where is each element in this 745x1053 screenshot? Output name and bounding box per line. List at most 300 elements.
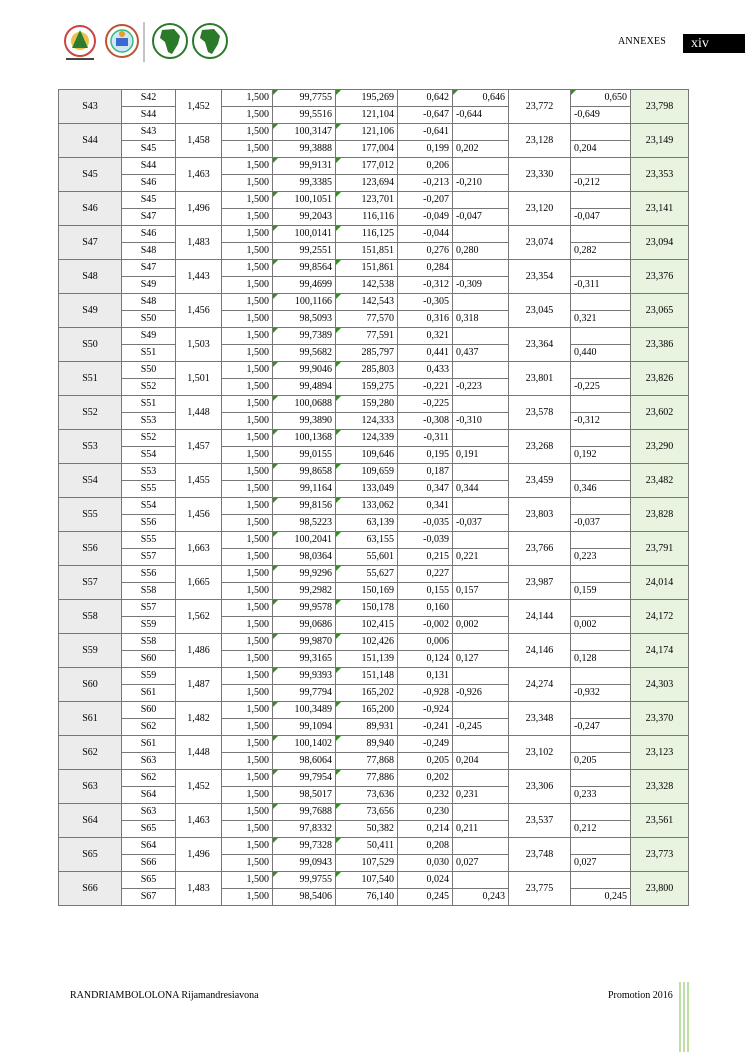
- distance-cell: 151,148: [336, 668, 398, 685]
- corrected-cell: 0,212: [571, 821, 631, 838]
- value-cell: 1,500: [222, 379, 273, 396]
- angle-cell: 99,8156: [273, 498, 336, 515]
- altitude-cell: 23,268: [509, 430, 571, 464]
- delta-cell: -0,641: [398, 124, 453, 141]
- result-cell: 23,370: [631, 702, 689, 736]
- value-cell: 1,500: [222, 192, 273, 209]
- corrected-cell: -0,312: [571, 413, 631, 430]
- corrected-cell-empty: [571, 294, 631, 311]
- angle-cell: 99,9393: [273, 668, 336, 685]
- angle-cell: 99,0943: [273, 855, 336, 872]
- section-cell: S55: [59, 498, 122, 532]
- distance-cell: 77,591: [336, 328, 398, 345]
- mean-cell: 0,318: [453, 311, 509, 328]
- section-cell: S46: [59, 192, 122, 226]
- table-row: [59, 889, 689, 906]
- distance-cell: 116,125: [336, 226, 398, 243]
- section-cell: S62: [59, 736, 122, 770]
- delta-cell: 0,187: [398, 464, 453, 481]
- value-cell: 1,500: [222, 413, 273, 430]
- height-cell: 1,663: [176, 532, 222, 566]
- station-cell: S52: [122, 430, 176, 447]
- height-cell: 1,463: [176, 158, 222, 192]
- mean-cell-empty: [453, 736, 509, 753]
- distance-cell: 107,529: [336, 855, 398, 872]
- section-cell: S59: [59, 634, 122, 668]
- distance-cell: 165,200: [336, 702, 398, 719]
- station-cell: S52: [122, 379, 176, 396]
- table-row: [59, 617, 689, 634]
- distance-cell: 121,106: [336, 124, 398, 141]
- corrected-cell: -0,247: [571, 719, 631, 736]
- value-cell: 1,500: [222, 260, 273, 277]
- mean-cell: 0,344: [453, 481, 509, 498]
- value-cell: 1,500: [222, 243, 273, 260]
- table-row: [59, 600, 689, 617]
- station-cell: S67: [122, 889, 176, 906]
- value-cell: 1,500: [222, 600, 273, 617]
- table-row: [59, 362, 689, 379]
- height-cell: 1,482: [176, 702, 222, 736]
- delta-cell: 0,024: [398, 872, 453, 889]
- mean-cell-empty: [453, 498, 509, 515]
- mean-cell-empty: [453, 702, 509, 719]
- table-row: [59, 481, 689, 498]
- table-row: [59, 243, 689, 260]
- angle-cell: 99,8658: [273, 464, 336, 481]
- value-cell: 1,500: [222, 668, 273, 685]
- altitude-cell: 23,120: [509, 192, 571, 226]
- station-cell: S59: [122, 617, 176, 634]
- corrected-cell: -0,212: [571, 175, 631, 192]
- altitude-cell: 24,144: [509, 600, 571, 634]
- corrected-cell-empty: [571, 804, 631, 821]
- result-cell: 23,094: [631, 226, 689, 260]
- section-cell: S64: [59, 804, 122, 838]
- delta-cell: 0,206: [398, 158, 453, 175]
- delta-cell: 0,433: [398, 362, 453, 379]
- section-cell: S58: [59, 600, 122, 634]
- station-cell: S56: [122, 566, 176, 583]
- altitude-cell: 23,128: [509, 124, 571, 158]
- station-cell: S53: [122, 464, 176, 481]
- angle-cell: 99,7794: [273, 685, 336, 702]
- table-row: [59, 515, 689, 532]
- delta-cell: -0,249: [398, 736, 453, 753]
- corrected-cell: 0,346: [571, 481, 631, 498]
- station-cell: S60: [122, 651, 176, 668]
- section-cell: S48: [59, 260, 122, 294]
- distance-cell: 150,178: [336, 600, 398, 617]
- table-row: [59, 124, 689, 141]
- mean-cell: 0,243: [453, 889, 509, 906]
- angle-cell: 98,5017: [273, 787, 336, 804]
- delta-cell: -0,308: [398, 413, 453, 430]
- mean-cell-empty: [453, 838, 509, 855]
- angle-cell: 99,7954: [273, 770, 336, 787]
- mean-cell: -0,926: [453, 685, 509, 702]
- station-cell: S48: [122, 294, 176, 311]
- station-cell: S51: [122, 345, 176, 362]
- corrected-cell-empty: [571, 600, 631, 617]
- station-cell: S45: [122, 141, 176, 158]
- result-cell: 23,141: [631, 192, 689, 226]
- table-row: [59, 753, 689, 770]
- value-cell: 1,500: [222, 107, 273, 124]
- mean-cell-empty: [453, 566, 509, 583]
- delta-cell: -0,311: [398, 430, 453, 447]
- corrected-cell: 0,223: [571, 549, 631, 566]
- delta-cell: 0,205: [398, 753, 453, 770]
- table-row: [59, 396, 689, 413]
- value-cell: 1,500: [222, 821, 273, 838]
- mean-cell-empty: [453, 192, 509, 209]
- delta-cell: 0,160: [398, 600, 453, 617]
- delta-cell: -0,049: [398, 209, 453, 226]
- mean-cell-empty: [453, 804, 509, 821]
- table-row: [59, 447, 689, 464]
- corrected-cell-empty: [571, 396, 631, 413]
- result-cell: 23,602: [631, 396, 689, 430]
- value-cell: 1,500: [222, 175, 273, 192]
- corrected-cell: -0,037: [571, 515, 631, 532]
- corrected-cell-empty: [571, 566, 631, 583]
- angle-cell: 100,1051: [273, 192, 336, 209]
- mean-cell-empty: [453, 600, 509, 617]
- table-row: [59, 158, 689, 175]
- corrected-cell: -0,047: [571, 209, 631, 226]
- result-cell: 23,328: [631, 770, 689, 804]
- corrected-cell-empty: [571, 158, 631, 175]
- station-cell: S61: [122, 736, 176, 753]
- corrected-cell: -0,932: [571, 685, 631, 702]
- mean-cell: -0,644: [453, 107, 509, 124]
- value-cell: 1,500: [222, 447, 273, 464]
- result-cell: 24,014: [631, 566, 689, 600]
- value-cell: 1,500: [222, 515, 273, 532]
- angle-cell: 98,5406: [273, 889, 336, 906]
- mean-cell: -0,037: [453, 515, 509, 532]
- distance-cell: 123,694: [336, 175, 398, 192]
- table-row: [59, 804, 689, 821]
- mean-cell: 0,221: [453, 549, 509, 566]
- table-row: [59, 379, 689, 396]
- height-cell: 1,457: [176, 430, 222, 464]
- value-cell: 1,500: [222, 294, 273, 311]
- value-cell: 1,500: [222, 124, 273, 141]
- height-cell: 1,463: [176, 804, 222, 838]
- angle-cell: 100,3147: [273, 124, 336, 141]
- table-row: [59, 668, 689, 685]
- angle-cell: 99,7755: [273, 90, 336, 107]
- mean-cell: -0,047: [453, 209, 509, 226]
- table-row: [59, 328, 689, 345]
- corrected-cell-empty: [571, 668, 631, 685]
- africa-map-logo-1: [153, 24, 187, 58]
- section-cell: S43: [59, 90, 122, 124]
- distance-cell: 285,797: [336, 345, 398, 362]
- altitude-cell: 23,987: [509, 566, 571, 600]
- angle-cell: 100,2041: [273, 532, 336, 549]
- table-row: [59, 430, 689, 447]
- value-cell: 1,500: [222, 226, 273, 243]
- corrected-cell: -0,225: [571, 379, 631, 396]
- delta-cell: 0,199: [398, 141, 453, 158]
- table-row: [59, 719, 689, 736]
- distance-cell: 109,659: [336, 464, 398, 481]
- value-cell: 1,500: [222, 770, 273, 787]
- distance-cell: 73,656: [336, 804, 398, 821]
- delta-cell: 0,195: [398, 447, 453, 464]
- height-cell: 1,458: [176, 124, 222, 158]
- mean-cell-empty: [453, 532, 509, 549]
- mean-cell: -0,309: [453, 277, 509, 294]
- corrected-cell: 0,159: [571, 583, 631, 600]
- angle-cell: 99,3888: [273, 141, 336, 158]
- station-cell: S58: [122, 634, 176, 651]
- delta-cell: -0,002: [398, 617, 453, 634]
- station-cell: S57: [122, 600, 176, 617]
- mean-cell: 0,646: [453, 90, 509, 107]
- table-body: [59, 90, 689, 906]
- mean-cell: -0,245: [453, 719, 509, 736]
- value-cell: 1,500: [222, 566, 273, 583]
- corrected-cell-empty: [571, 362, 631, 379]
- angle-cell: 99,1164: [273, 481, 336, 498]
- distance-cell: 151,851: [336, 243, 398, 260]
- station-cell: S65: [122, 872, 176, 889]
- distance-cell: 133,049: [336, 481, 398, 498]
- altitude-cell: 23,348: [509, 702, 571, 736]
- corrected-cell: 0,204: [571, 141, 631, 158]
- height-cell: 1,443: [176, 260, 222, 294]
- mean-cell: -0,310: [453, 413, 509, 430]
- mean-cell: -0,210: [453, 175, 509, 192]
- value-cell: 1,500: [222, 804, 273, 821]
- section-cell: S60: [59, 668, 122, 702]
- angle-cell: 99,3165: [273, 651, 336, 668]
- value-cell: 1,500: [222, 719, 273, 736]
- value-cell: 1,500: [222, 685, 273, 702]
- value-cell: 1,500: [222, 889, 273, 906]
- station-cell: S46: [122, 226, 176, 243]
- altitude-cell: 23,537: [509, 804, 571, 838]
- table-row: [59, 583, 689, 600]
- station-cell: S58: [122, 583, 176, 600]
- value-cell: 1,500: [222, 311, 273, 328]
- table-row: [59, 787, 689, 804]
- delta-cell: 0,284: [398, 260, 453, 277]
- table-row: [59, 345, 689, 362]
- mean-cell: 0,202: [453, 141, 509, 158]
- station-cell: S55: [122, 532, 176, 549]
- value-cell: 1,500: [222, 158, 273, 175]
- distance-cell: 107,540: [336, 872, 398, 889]
- height-cell: 1,501: [176, 362, 222, 396]
- table-row: [59, 226, 689, 243]
- distance-cell: 133,062: [336, 498, 398, 515]
- distance-cell: 150,169: [336, 583, 398, 600]
- africa-map-logo-2: [193, 24, 227, 58]
- header-logos: [60, 20, 230, 64]
- altitude-cell: 23,074: [509, 226, 571, 260]
- station-cell: S64: [122, 838, 176, 855]
- height-cell: 1,562: [176, 600, 222, 634]
- angle-cell: 100,3489: [273, 702, 336, 719]
- delta-cell: -0,312: [398, 277, 453, 294]
- section-cell: S53: [59, 430, 122, 464]
- delta-cell: 0,124: [398, 651, 453, 668]
- delta-cell: 0,232: [398, 787, 453, 804]
- distance-cell: 77,868: [336, 753, 398, 770]
- angle-cell: 99,9131: [273, 158, 336, 175]
- station-cell: S47: [122, 209, 176, 226]
- station-cell: S59: [122, 668, 176, 685]
- corrected-cell-empty: [571, 872, 631, 889]
- distance-cell: 89,940: [336, 736, 398, 753]
- angle-cell: 99,3890: [273, 413, 336, 430]
- page-number: xiv: [683, 34, 745, 53]
- angle-cell: 100,1368: [273, 430, 336, 447]
- value-cell: 1,500: [222, 481, 273, 498]
- altitude-cell: 23,578: [509, 396, 571, 430]
- station-cell: S54: [122, 498, 176, 515]
- station-cell: S65: [122, 821, 176, 838]
- angle-cell: 99,7328: [273, 838, 336, 855]
- altitude-cell: 23,803: [509, 498, 571, 532]
- angle-cell: 100,0141: [273, 226, 336, 243]
- corrected-cell-empty: [571, 770, 631, 787]
- result-cell: 23,386: [631, 328, 689, 362]
- value-cell: 1,500: [222, 838, 273, 855]
- table-row: [59, 532, 689, 549]
- delta-cell: -0,647: [398, 107, 453, 124]
- section-cell: S44: [59, 124, 122, 158]
- height-cell: 1,452: [176, 770, 222, 804]
- distance-cell: 121,104: [336, 107, 398, 124]
- corrected-cell: 0,650: [571, 90, 631, 107]
- distance-cell: 124,333: [336, 413, 398, 430]
- value-cell: 1,500: [222, 328, 273, 345]
- mean-cell-empty: [453, 328, 509, 345]
- distance-cell: 142,538: [336, 277, 398, 294]
- corrected-cell-empty: [571, 532, 631, 549]
- section-cell: S52: [59, 396, 122, 430]
- table-row: [59, 260, 689, 277]
- height-cell: 1,665: [176, 566, 222, 600]
- angle-cell: 99,7688: [273, 804, 336, 821]
- result-cell: 23,798: [631, 90, 689, 124]
- result-cell: 24,172: [631, 600, 689, 634]
- corrected-cell: 0,192: [571, 447, 631, 464]
- angle-cell: 99,9046: [273, 362, 336, 379]
- angle-cell: 99,0155: [273, 447, 336, 464]
- result-cell: 23,376: [631, 260, 689, 294]
- mean-cell: 0,157: [453, 583, 509, 600]
- table-row: [59, 107, 689, 124]
- section-cell: S50: [59, 328, 122, 362]
- delta-cell: 0,230: [398, 804, 453, 821]
- table-row: [59, 855, 689, 872]
- angle-cell: 98,0364: [273, 549, 336, 566]
- mean-cell-empty: [453, 770, 509, 787]
- station-cell: S57: [122, 549, 176, 566]
- distance-cell: 63,139: [336, 515, 398, 532]
- height-cell: 1,503: [176, 328, 222, 362]
- result-cell: 23,773: [631, 838, 689, 872]
- altitude-cell: 23,354: [509, 260, 571, 294]
- value-cell: 1,500: [222, 141, 273, 158]
- corrected-cell-empty: [571, 736, 631, 753]
- distance-cell: 124,339: [336, 430, 398, 447]
- result-cell: 23,123: [631, 736, 689, 770]
- section-cell: S57: [59, 566, 122, 600]
- value-cell: 1,500: [222, 787, 273, 804]
- corrected-cell-empty: [571, 702, 631, 719]
- section-cell: S65: [59, 838, 122, 872]
- altitude-cell: 23,801: [509, 362, 571, 396]
- delta-cell: 0,215: [398, 549, 453, 566]
- university-logo: [65, 26, 95, 60]
- station-cell: S66: [122, 855, 176, 872]
- corrected-cell: 0,027: [571, 855, 631, 872]
- mean-cell-empty: [453, 226, 509, 243]
- station-cell: S44: [122, 158, 176, 175]
- altitude-cell: 23,775: [509, 872, 571, 906]
- delta-cell: -0,221: [398, 379, 453, 396]
- height-cell: 1,496: [176, 192, 222, 226]
- result-cell: 23,800: [631, 872, 689, 906]
- station-cell: S49: [122, 277, 176, 294]
- altitude-cell: 24,274: [509, 668, 571, 702]
- altitude-cell: 23,772: [509, 90, 571, 124]
- delta-cell: -0,924: [398, 702, 453, 719]
- angle-cell: 99,0686: [273, 617, 336, 634]
- delta-cell: 0,030: [398, 855, 453, 872]
- distance-cell: 177,012: [336, 158, 398, 175]
- mean-cell-empty: [453, 396, 509, 413]
- delta-cell: 0,227: [398, 566, 453, 583]
- delta-cell: 0,642: [398, 90, 453, 107]
- value-cell: 1,500: [222, 651, 273, 668]
- distance-cell: 77,886: [336, 770, 398, 787]
- altitude-cell: 23,364: [509, 328, 571, 362]
- table-row: [59, 838, 689, 855]
- station-cell: S63: [122, 753, 176, 770]
- delta-cell: -0,225: [398, 396, 453, 413]
- angle-cell: 98,5223: [273, 515, 336, 532]
- height-cell: 1,456: [176, 498, 222, 532]
- corrected-cell-empty: [571, 328, 631, 345]
- school-emblem-logo: [106, 25, 138, 57]
- distance-cell: 63,155: [336, 532, 398, 549]
- mean-cell-empty: [453, 124, 509, 141]
- mean-cell-empty: [453, 430, 509, 447]
- table-row: [59, 549, 689, 566]
- delta-cell: -0,039: [398, 532, 453, 549]
- value-cell: 1,500: [222, 209, 273, 226]
- altitude-cell: 23,748: [509, 838, 571, 872]
- mean-cell: 0,002: [453, 617, 509, 634]
- corrected-cell-empty: [571, 260, 631, 277]
- mean-cell: 0,127: [453, 651, 509, 668]
- delta-cell: -0,241: [398, 719, 453, 736]
- value-cell: 1,500: [222, 872, 273, 889]
- value-cell: 1,500: [222, 753, 273, 770]
- corrected-cell-empty: [571, 192, 631, 209]
- corrected-cell: 0,245: [571, 889, 631, 906]
- altitude-cell: 23,045: [509, 294, 571, 328]
